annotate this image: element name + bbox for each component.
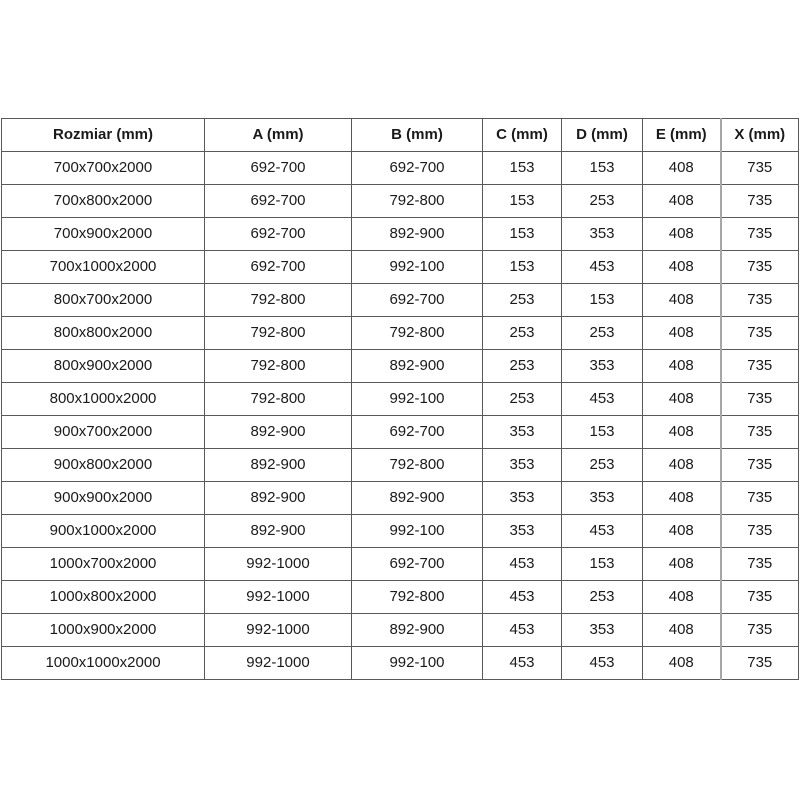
cell-d: 353 — [562, 218, 643, 251]
column-header-e: E (mm) — [643, 119, 721, 152]
cell-b: 992-100 — [352, 647, 483, 680]
column-header-c: C (mm) — [483, 119, 562, 152]
cell-c: 153 — [483, 152, 562, 185]
cell-d: 453 — [562, 515, 643, 548]
cell-a: 892-900 — [205, 482, 352, 515]
cell-d: 453 — [562, 383, 643, 416]
cell-b: 992-100 — [352, 515, 483, 548]
table-row — [2, 482, 799, 515]
cell-x: 735 — [721, 482, 799, 515]
cell-rozmiar: 800x1000x2000 — [2, 383, 205, 416]
column-header-x: X (mm) — [721, 119, 799, 152]
cell-rozmiar: 700x900x2000 — [2, 218, 205, 251]
cell-x: 735 — [721, 383, 799, 416]
cell-b: 892-900 — [352, 614, 483, 647]
cell-e: 408 — [643, 647, 721, 680]
cell-c: 353 — [483, 482, 562, 515]
cell-a: 792-800 — [205, 383, 352, 416]
cell-rozmiar: 800x700x2000 — [2, 284, 205, 317]
table-row — [2, 614, 799, 647]
cell-d: 453 — [562, 251, 643, 284]
cell-rozmiar: 900x800x2000 — [2, 449, 205, 482]
cell-e: 408 — [643, 152, 721, 185]
cell-c: 453 — [483, 647, 562, 680]
cell-c: 353 — [483, 515, 562, 548]
cell-e: 408 — [643, 449, 721, 482]
cell-b: 692-700 — [352, 548, 483, 581]
table-body — [2, 152, 799, 680]
table-row — [2, 416, 799, 449]
cell-e: 408 — [643, 383, 721, 416]
table-row — [2, 383, 799, 416]
cell-d: 353 — [562, 350, 643, 383]
cell-rozmiar: 700x800x2000 — [2, 185, 205, 218]
cell-x: 735 — [721, 251, 799, 284]
column-header-b: B (mm) — [352, 119, 483, 152]
cell-rozmiar: 1000x800x2000 — [2, 581, 205, 614]
column-header-a: A (mm) — [205, 119, 352, 152]
cell-b: 892-900 — [352, 350, 483, 383]
cell-e: 408 — [643, 185, 721, 218]
table-row — [2, 152, 799, 185]
cell-e: 408 — [643, 251, 721, 284]
cell-rozmiar: 1000x900x2000 — [2, 614, 205, 647]
cell-b: 892-900 — [352, 482, 483, 515]
cell-a: 792-800 — [205, 350, 352, 383]
cell-rozmiar: 1000x1000x2000 — [2, 647, 205, 680]
table-row — [2, 647, 799, 680]
table-row — [2, 317, 799, 350]
column-header-rozmiar: Rozmiar (mm) — [2, 119, 205, 152]
cell-rozmiar: 900x900x2000 — [2, 482, 205, 515]
table-row — [2, 251, 799, 284]
cell-x: 735 — [721, 581, 799, 614]
cell-e: 408 — [643, 548, 721, 581]
cell-x: 735 — [721, 218, 799, 251]
cell-rozmiar: 700x700x2000 — [2, 152, 205, 185]
table-header-row — [2, 119, 799, 152]
cell-x: 735 — [721, 416, 799, 449]
cell-e: 408 — [643, 284, 721, 317]
cell-e: 408 — [643, 515, 721, 548]
cell-a: 892-900 — [205, 416, 352, 449]
cell-b: 892-900 — [352, 218, 483, 251]
cell-c: 453 — [483, 614, 562, 647]
cell-x: 735 — [721, 614, 799, 647]
cell-d: 253 — [562, 317, 643, 350]
cell-b: 792-800 — [352, 581, 483, 614]
cell-d: 453 — [562, 647, 643, 680]
cell-a: 792-800 — [205, 284, 352, 317]
column-header-d: D (mm) — [562, 119, 643, 152]
cell-x: 735 — [721, 548, 799, 581]
cell-b: 692-700 — [352, 416, 483, 449]
cell-a: 892-900 — [205, 449, 352, 482]
cell-c: 153 — [483, 218, 562, 251]
cell-a: 692-700 — [205, 218, 352, 251]
cell-c: 253 — [483, 284, 562, 317]
table-row — [2, 218, 799, 251]
cell-c: 453 — [483, 581, 562, 614]
cell-d: 153 — [562, 152, 643, 185]
cell-x: 735 — [721, 317, 799, 350]
cell-e: 408 — [643, 482, 721, 515]
cell-a: 692-700 — [205, 152, 352, 185]
cell-b: 792-800 — [352, 449, 483, 482]
cell-rozmiar: 700x1000x2000 — [2, 251, 205, 284]
cell-b: 792-800 — [352, 185, 483, 218]
table-row — [2, 581, 799, 614]
cell-x: 735 — [721, 449, 799, 482]
cell-c: 353 — [483, 416, 562, 449]
cell-x: 735 — [721, 284, 799, 317]
cell-rozmiar: 800x800x2000 — [2, 317, 205, 350]
cell-c: 253 — [483, 317, 562, 350]
cell-d: 253 — [562, 185, 643, 218]
cell-x: 735 — [721, 515, 799, 548]
cell-e: 408 — [643, 581, 721, 614]
cell-rozmiar: 800x900x2000 — [2, 350, 205, 383]
cell-x: 735 — [721, 350, 799, 383]
cell-a: 992-1000 — [205, 614, 352, 647]
cell-e: 408 — [643, 218, 721, 251]
cell-c: 153 — [483, 185, 562, 218]
cell-d: 153 — [562, 548, 643, 581]
cell-x: 735 — [721, 152, 799, 185]
cell-rozmiar: 900x1000x2000 — [2, 515, 205, 548]
cell-e: 408 — [643, 614, 721, 647]
table-row — [2, 449, 799, 482]
cell-rozmiar: 900x700x2000 — [2, 416, 205, 449]
cell-e: 408 — [643, 317, 721, 350]
table-row — [2, 515, 799, 548]
cell-b: 992-100 — [352, 383, 483, 416]
cell-c: 153 — [483, 251, 562, 284]
table-row — [2, 548, 799, 581]
cell-a: 892-900 — [205, 515, 352, 548]
table-row — [2, 185, 799, 218]
cell-d: 153 — [562, 416, 643, 449]
cell-d: 153 — [562, 284, 643, 317]
cell-a: 992-1000 — [205, 647, 352, 680]
dimensions-table — [1, 118, 799, 680]
cell-a: 992-1000 — [205, 581, 352, 614]
table-row — [2, 284, 799, 317]
table-row — [2, 350, 799, 383]
cell-a: 992-1000 — [205, 548, 352, 581]
cell-c: 253 — [483, 383, 562, 416]
cell-x: 735 — [721, 647, 799, 680]
cell-b: 692-700 — [352, 152, 483, 185]
cell-c: 353 — [483, 449, 562, 482]
cell-b: 792-800 — [352, 317, 483, 350]
cell-x: 735 — [721, 185, 799, 218]
cell-rozmiar: 1000x700x2000 — [2, 548, 205, 581]
cell-b: 692-700 — [352, 284, 483, 317]
cell-d: 353 — [562, 614, 643, 647]
cell-c: 253 — [483, 350, 562, 383]
cell-e: 408 — [643, 350, 721, 383]
cell-d: 253 — [562, 581, 643, 614]
cell-e: 408 — [643, 416, 721, 449]
cell-d: 353 — [562, 482, 643, 515]
cell-a: 692-700 — [205, 185, 352, 218]
cell-a: 792-800 — [205, 317, 352, 350]
cell-a: 692-700 — [205, 251, 352, 284]
cell-d: 253 — [562, 449, 643, 482]
cell-c: 453 — [483, 548, 562, 581]
cell-b: 992-100 — [352, 251, 483, 284]
